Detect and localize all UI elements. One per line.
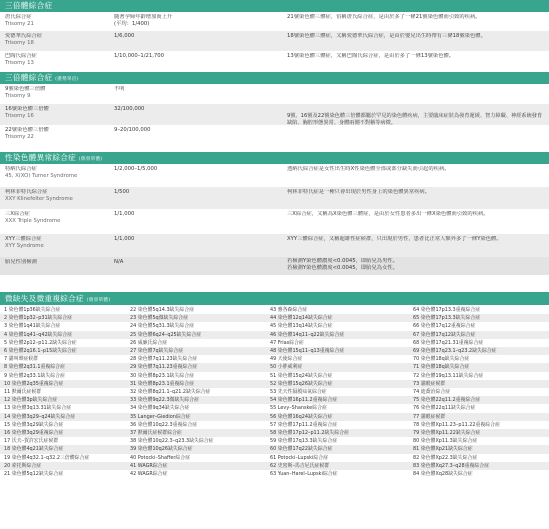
list-row [0,380,549,388]
list-item: 33 染色體9q22.3微缺失綜合症 [130,397,199,404]
table-row: 三X綜合症 XXX Triple Syndrome 1/1,000 三X綜合症，又稱為X染色體三體症，是由於女性患者多出一條X染色體而引致的疾病。 [5,211,489,225]
list-item: 63 Yuan–Harel–Lupski綜合症 [270,471,338,477]
list-row [0,421,549,429]
list-item: 2 染色體1p32–p31缺失綜合症 [4,315,73,322]
table-row: 16號染色體三倍體 Trisomy 16 32/100,000 [0,104,549,125]
list-item: 42 WAGR綜合症 [130,471,168,477]
list-item: 20 索托斯綜合症 [4,462,42,469]
list-row [0,322,549,330]
list-item: 9 染色體2q33.1缺失綜合症 [4,372,65,379]
table-row: 巴陶氏綜合症 Trisomy 13 1/10,000–1/21,700 13號染色體三體症，又稱巴陶氏綜合症，是由於多了一條13號染色體。 [5,53,455,67]
table-row: 柯林菲特氏綜合症 XXY Klinefelter Syndrome 1/500 柯林菲特氏症是一種只會出現於男性身上的染色體異常疾病。 [0,187,549,209]
triploid-description: 9號、16號及22號染色體三倍體都屬於罕見的染色體疾病，主要臨床症狀為發育遲緩、智力障礙、神經系統發育缺陷、胸腔形態異常、身體兩側不對稱等病徵。 [287,112,543,126]
list-item: 79 染色體Xp11.22缺失綜合症 [413,430,481,436]
list-item: 59 染色體17q13.3缺失綜合症 [270,438,338,445]
list-row [0,462,549,470]
table-row: 9號染色體三倍體 Trisomy 9 不明 [5,86,125,100]
list-item: 72 染色體19q13.11缺失綜合症 [413,372,484,379]
list-row [0,355,549,363]
list-row [0,413,549,421]
list-item: 46 染色體14q11–q22缺失綜合症 [270,331,345,338]
list-item: 77 貓眼症候群 [413,413,446,420]
list-item: 57 染色體17p11.2重複綜合症 [270,421,338,428]
list-item: 64 染色體17p13.3重複綜合症 [413,307,481,313]
list-item: 81 染色體Xp21缺失綜合症 [413,446,473,453]
list-item: 11 默爾氏症候群 [4,389,42,395]
list-item: 60 染色體17q22缺失綜合症 [270,446,333,453]
list-item: 36 染色體10q22.3重複綜合症 [130,421,198,428]
list-item: 56 染色體16q24缺失綜合症 [270,413,333,420]
list-item: 51 染色體15q24缺失綜合症 [270,372,333,379]
list-item: 31 染色體8p23.1重複綜合症 [130,380,195,387]
list-item: 82 染色體Xp22.3缺失綜合症 [413,454,478,461]
list-item: 40 Potocki–Shaffer綜合症 [130,454,191,461]
table-row: 特納氏綜合症 45, X(XO) Turner Syndrome 1/2,000–1/5,000 透納氏綜合症是女性出生時X性染色體全部或部分缺失而引起的疾病。 [5,166,450,180]
list-item: 74 迪喬治綜合症 [413,389,451,395]
list-item: 49 天使綜合症 [270,356,303,363]
list-item: 21 染色體5q12缺失綜合症 [4,471,64,477]
section-header-sex-chromosome: 性染色體異常綜合症 (偶發單體) [0,152,549,164]
list-row [0,372,549,380]
list-item: 55 Levy–Shanske綜合症 [270,405,327,412]
list-row [0,314,549,322]
list-row [0,429,549,437]
list-item: 80 染色體Xp11.3缺失綜合症 [413,438,478,445]
list-item: 8 染色體2q31.1重複綜合症 [4,364,65,371]
list-item: 4 染色體1q41–q42缺失綜合症 [4,331,73,338]
list-item: 66 染色體17q12重複綜合症 [413,323,476,330]
list-row [0,306,549,314]
list-row [0,396,549,404]
list-item: 34 染色體9q34缺失綜合症 [130,405,190,412]
table-row: XYY三體綜合症 XYY Syndrome 1/1,000 XYY三體綜合症，又稱超雄性症候群，只出現於男性，患者比正常人額外多了一條Y染色體。 [0,234,549,257]
list-item: 7 貓叫聲症候群 [4,356,39,363]
list-item: 43 雅各森綜合症 [270,307,308,313]
list-item: 84 染色體Xq28缺失綜合症 [413,471,473,477]
list-item: 58 染色體17p12–p11.2缺失綜合症 [270,430,349,436]
list-row [0,470,549,478]
list-item: 71 染色體18q缺失綜合症 [413,364,470,371]
list-item: 5 染色體2p12–p11.2缺失綜合症 [4,339,77,346]
list-item: 41 WAGR綜合症 [130,462,168,469]
section-header-trisomy: 三倍體綜合症 [0,0,549,12]
list-item: 26 威廉氏綜合症 [130,339,168,346]
list-item: 6 染色體2q16.1–p15缺失綜合症 [4,348,77,354]
table-row: 胎兒性別檢測 N/A 若檢測Y染色體濃度<0.0045，即胎兒為男性。 若檢測Y染色體濃度<0.0045，即胎兒為女性。 [0,257,549,275]
list-item: 25 染色體6q24–q25缺失綜合症 [130,331,202,338]
list-row [0,437,549,445]
list-item: 61 Potocki–Lupski綜合症 [270,454,329,461]
list-row [0,404,549,412]
list-item: 67 染色體17q12缺失綜合症 [413,331,476,338]
list-row [0,445,549,453]
section-header-triploid: 三倍體綜合症 (優勢單倍) [0,72,549,84]
list-item: 44 染色體12q14缺失綜合症 [270,315,333,322]
list-row [0,347,549,355]
list-item: 10 染色體2q35重複綜合症 [4,380,64,387]
list-item: 83 染色體Xq27.3–q28重複綜合症 [413,462,490,469]
list-item: 68 染色體17q21.31重複綜合症 [413,339,484,346]
list-item: 30 染色體8p23.1缺失綜合症 [130,372,195,379]
list-item: 65 染色體17p13.3缺失綜合症 [413,315,481,322]
list-item: 50 小胖威利症 [270,364,303,371]
list-item: 29 染色體7q11.23重複綜合症 [130,364,198,371]
list-item: 70 染色體18q缺失綜合症 [413,356,470,363]
list-row [0,454,549,462]
table-row: 唐氏綜合症 Trisomy 21 隨著孕婦年齡增加而上升 (平均：1/400) 21號染色體三體症，俗稱唐氏綜合症，是由於多了一條21號染色體而引致的疾病。 [5,14,481,28]
list-item: 52 染色體15q26缺失綜合症 [270,380,333,387]
list-item: 38 染色體10q22.3–q23.3缺失綜合症 [130,438,214,445]
list-item: 27 染色體7q缺失綜合症 [130,348,184,354]
list-item: 45 染色體13q14缺失綜合症 [270,323,333,330]
list-row [0,388,549,396]
list-item: 69 染色體17q23.1–q23.2缺失綜合症 [413,348,497,354]
list-item: 53 先天性隔膜疝氣綜合症 [270,389,327,395]
list-item: 54 染色體16p11.2重複綜合症 [270,397,338,404]
list-item: 76 染色體22q11缺失綜合症 [413,405,476,412]
list-item: 28 染色體7q11.23缺失綜合症 [130,356,198,363]
list-item: 16 染色體3q29重複綜合症 [4,430,64,436]
list-row [0,331,549,339]
list-item: 19 染色體4q32.1–q32.2三倍體綜合症 [4,454,90,461]
list-item: 17 沃夫–賀許宏氏症候群 [4,438,59,445]
list-item: 13 染色體3q13.31缺失綜合症 [4,405,72,412]
list-item: 47 Frias綜合症 [270,339,304,346]
list-item: 39 染色體10q26缺失綜合症 [130,446,193,453]
list-item: 35 Langer–Giedion綜合症 [130,413,191,420]
list-item: 75 染色體22q11.2重複綜合症 [413,397,481,404]
list-row [0,339,549,347]
list-item: 78 染色體Xp11.23–p11.22重複綜合症 [413,421,500,428]
table-row: 22號染色體三倍體 Trisomy 22 9–20/100,000 [5,127,151,141]
list-item: 23 染色體5q微缺失綜合症 [130,315,189,322]
list-item: 15 染色體3q29缺失綜合症 [4,421,64,428]
list-item: 73 貓眼症候群 [413,380,446,387]
list-item: 12 染色體3p缺失綜合症 [4,397,58,404]
list-item: 32 染色體8q21.1–q21.2缺失綜合症 [130,389,211,395]
list-item: 62 史密斯–馬吉尼氏症候群 [270,462,330,469]
list-item: 22 染色體5q14.3缺失綜合症 [130,307,195,313]
list-item: 37 默爾氏症候群綜合症 [130,430,182,436]
list-item: 14 染色體3q29–q24缺失綜合症 [4,413,76,420]
list-row [0,363,549,371]
table-row: 愛德華氏綜合症 Trisomy 18 1/6,000 18號染色體三體症，又稱愛德華氏綜合症，是由於嬰兒出生時帶有三條18號染色體。 [0,31,549,51]
list-item: 48 染色體15q11–q13重複綜合症 [270,348,345,354]
section-header-microdeletion: 微缺失及微重複綜合症 (偶發單體) [0,292,549,305]
list-item: 3 染色體1q41缺失綜合症 [4,323,61,330]
list-item: 1 染色體1p36缺失綜合症 [4,307,61,313]
list-item: 18 染色體4q21缺失綜合症 [4,446,64,453]
list-item: 24 染色體5q31.3缺失綜合症 [130,323,195,330]
